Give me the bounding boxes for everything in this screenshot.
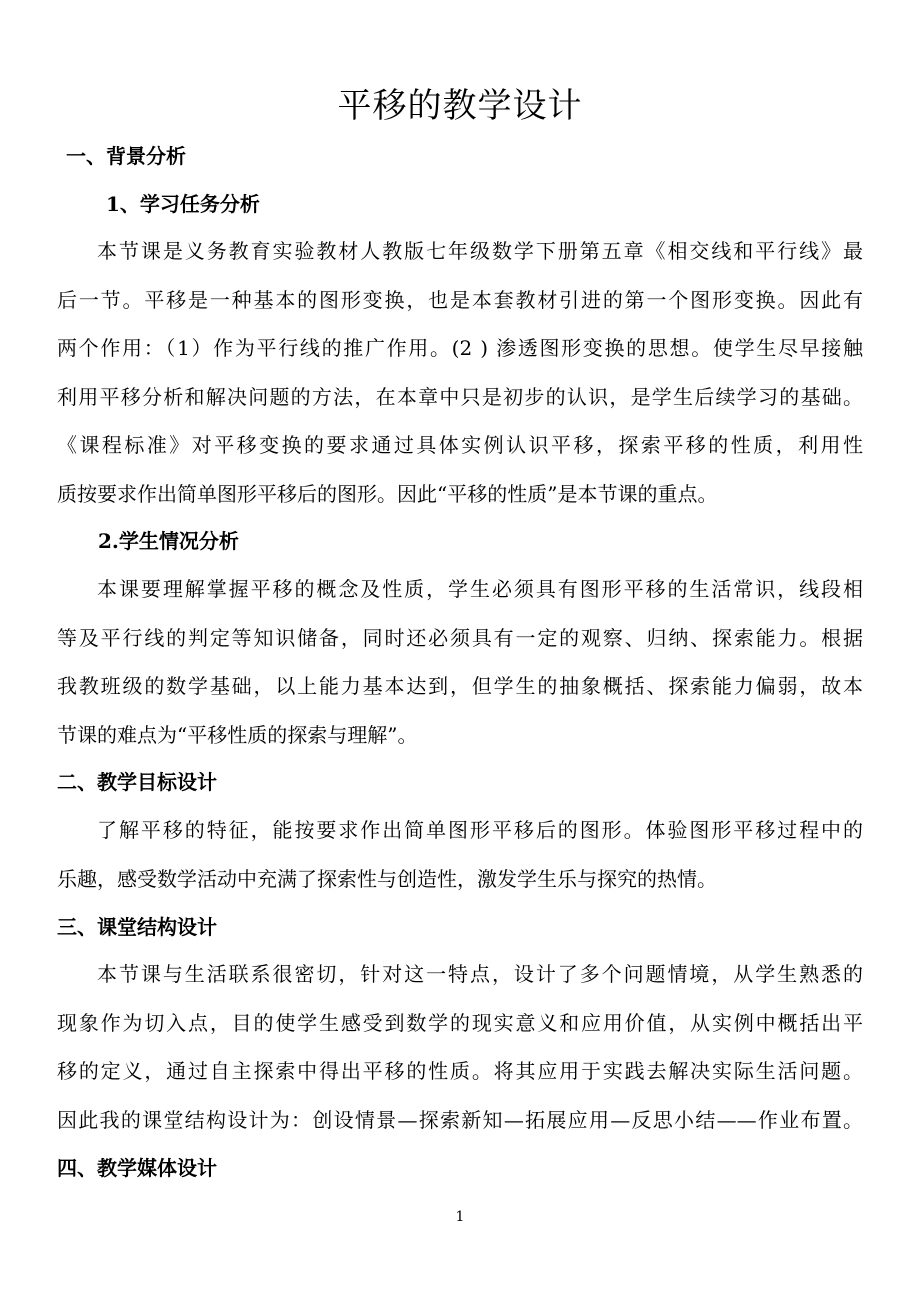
paragraph-line: 移的定义，通过自主探索中得出平移的性质。将其应用于实践去解决实际生活问题。 [57,1059,863,1083]
paragraph-line: 本节课与生活联系很密切，针对这一特点，设计了多个问题情境，从学生熟悉的 [97,962,863,986]
paragraph-line: 因此我的课堂结构设计为：创设情景—探索新知—拓展应用—反思小结——作业布置。 [57,1107,863,1132]
paragraph-line: 了解平移的特征，能按要求作出简单图形平移后的图形。体验图形平移过程中的 [97,818,863,842]
paragraph-line: 利用平移分析和解决问题的方法，在本章中只是初步的认识，是学生后续学习的基础。 [57,384,863,409]
section-heading-objectives: 二、教学目标设计 [57,770,217,794]
paragraph-line: 本节课是义务教育实验教材人教版七年级数学下册第五章《相交线和平行线》最 [97,239,863,263]
page-number: 1 [455,1209,465,1225]
paragraph-structure [57,950,863,1144]
paragraph-task-analysis [57,227,863,421]
paragraph-line: 本课要理解掌握平移的概念及性质，学生必须具有图形平移的生活常识，线段相 [97,577,863,601]
paragraph-objectives [57,806,863,903]
section-heading-background: 一、背景分析 [66,144,186,168]
paragraph-line: 我教班级的数学基础，以上能力基本达到，但学生的抽象概括、探索能力偏弱，故本 [57,674,863,698]
paragraph-line: 等及平行线的判定等知识储备，同时还必须具有一定的观察、归纳、探索能力。根据 [57,625,863,650]
paragraph-line: 后一节。平移是一种基本的图形变换，也是本套教材引进的第一个图形变换。因此有 [57,287,863,312]
paragraph-line: 乐趣，感受数学活动中充满了探索性与创造性，激发学生乐与探究的热情。 [57,866,717,891]
subsection-heading-task-analysis: 1、学习任务分析 [106,192,260,216]
paragraph-curriculum-standard [57,421,863,518]
document-title: 平移的教学设计 [337,86,583,126]
paragraph-line: 两个作用：（1）作为平行线的推广作用。(2 ) 渗透图形变换的思想。使学生尽早接触 [57,336,863,360]
paragraph-line: 节课的难点为“平移性质的探索与理解”。 [57,722,418,747]
paragraph-student-analysis [57,565,863,759]
paragraph-line: 质按要求作出简单图形平移后的图形。因此“平移的性质”是本节课的重点。 [57,481,718,506]
section-heading-media: 四、教学媒体设计 [57,1156,217,1180]
paragraph-line: 《课程标准》对平移变换的要求通过具体实例认识平移，探索平移的性质，利用性 [57,433,863,457]
section-heading-structure: 三、课堂结构设计 [57,915,217,939]
paragraph-line: 现象作为切入点，目的使学生感受到数学的现实意义和应用价值，从实例中概括出平 [57,1010,863,1035]
subsection-heading-student-analysis: 2.学生情况分析 [98,529,239,553]
